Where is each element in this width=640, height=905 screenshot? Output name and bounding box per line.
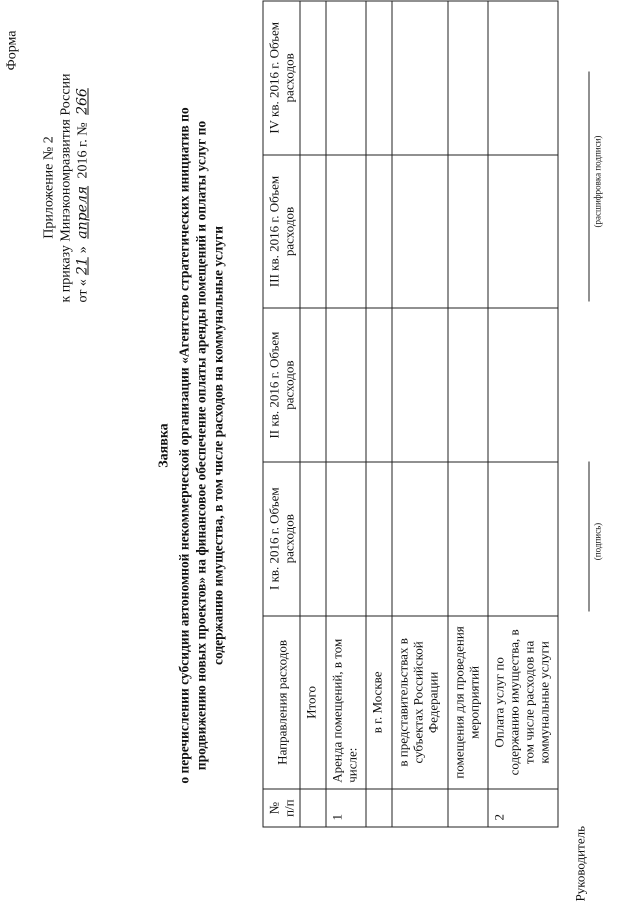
appendix-number: Приложение № 2 <box>41 135 56 239</box>
date-day: 21 <box>74 256 90 275</box>
table-row <box>326 1 366 827</box>
table-header-row <box>263 1 300 827</box>
header-q2: II кв. 2016 г. Объем расходов <box>263 308 300 462</box>
cell-q1 <box>300 461 326 615</box>
cell-q1 <box>366 461 392 615</box>
header-no: № п/п <box>263 789 300 827</box>
expense-table <box>262 0 558 827</box>
row-direction: Аренда помещений, в том числе: <box>326 615 366 789</box>
table-row <box>366 1 392 827</box>
title-body: о перечислении субсидии автономной некоммерческой организации «Агентство стратегических инициатив по продвижению новых проектов» на финансовое обеспечение оплаты аренды помещений и оплаты услуг по содержанию имущества, в том числе расходов на коммунальные услуги <box>176 106 225 784</box>
cell-q3 <box>392 154 448 308</box>
header-q4: IV кв. 2016 г. Объем расходов <box>263 1 300 155</box>
cell-q3 <box>488 154 558 308</box>
row-no <box>392 789 448 827</box>
cell-q1 <box>488 461 558 615</box>
appendix-date <box>74 72 91 302</box>
date-year: 2016 г. № <box>75 121 90 178</box>
cell-q3 <box>300 154 326 308</box>
header-direction: Направления расходов <box>263 615 300 789</box>
cell-q4 <box>488 1 558 155</box>
cell-q4 <box>366 1 392 155</box>
decode-line <box>588 71 589 301</box>
signature-caption: (подпись) <box>592 522 602 560</box>
row-no <box>300 789 326 827</box>
signature-row <box>572 41 612 901</box>
decode-caption: (расшифровка подписи) <box>592 135 602 227</box>
cell-q1 <box>392 461 448 615</box>
cell-q2 <box>366 308 392 462</box>
cell-q4 <box>326 1 366 155</box>
appendix-order: к приказу Минэкономразвития России <box>58 72 73 302</box>
row-no: 2 <box>488 789 558 827</box>
cell-q2 <box>300 308 326 462</box>
cell-q3 <box>366 154 392 308</box>
row-no: 1 <box>326 789 366 827</box>
cell-q3 <box>326 154 366 308</box>
signature-line <box>588 461 589 611</box>
row-no <box>448 789 488 827</box>
cell-q2 <box>326 308 366 462</box>
row-no <box>366 789 392 827</box>
row-direction: в г. Москве <box>366 615 392 789</box>
table-row <box>300 1 326 827</box>
document-title <box>155 95 226 795</box>
appendix-block <box>40 72 91 302</box>
cell-q1 <box>326 461 366 615</box>
row-direction: Итого <box>300 615 326 789</box>
cell-q1 <box>448 461 488 615</box>
cell-q4 <box>392 1 448 155</box>
header-q3: III кв. 2016 г. Объем расходов <box>263 154 300 308</box>
cell-q4 <box>300 1 326 155</box>
date-month: апреля <box>74 185 90 239</box>
form-label: Форма <box>4 30 19 70</box>
table-row <box>392 1 448 827</box>
date-prefix: от « <box>75 278 90 302</box>
table-row <box>448 1 488 827</box>
table-row <box>488 1 558 827</box>
cell-q2 <box>448 308 488 462</box>
cell-q4 <box>448 1 488 155</box>
cell-q3 <box>448 154 488 308</box>
header-q1: I кв. 2016 г. Объем расходов <box>263 461 300 615</box>
cell-q2 <box>392 308 448 462</box>
signer-role: Руководитель <box>572 825 587 901</box>
title-head: Заявка <box>156 422 171 468</box>
order-number: 266 <box>74 87 90 115</box>
row-direction: в представительствах в субъектах Российской Федерации <box>392 615 448 789</box>
row-direction: помещения для проведения мероприятий <box>448 615 488 789</box>
cell-q2 <box>488 308 558 462</box>
date-mid: » <box>75 245 90 253</box>
row-direction: Оплата услуг по содержанию имущества, в том числе расходов на коммунальные услуги <box>488 615 558 789</box>
